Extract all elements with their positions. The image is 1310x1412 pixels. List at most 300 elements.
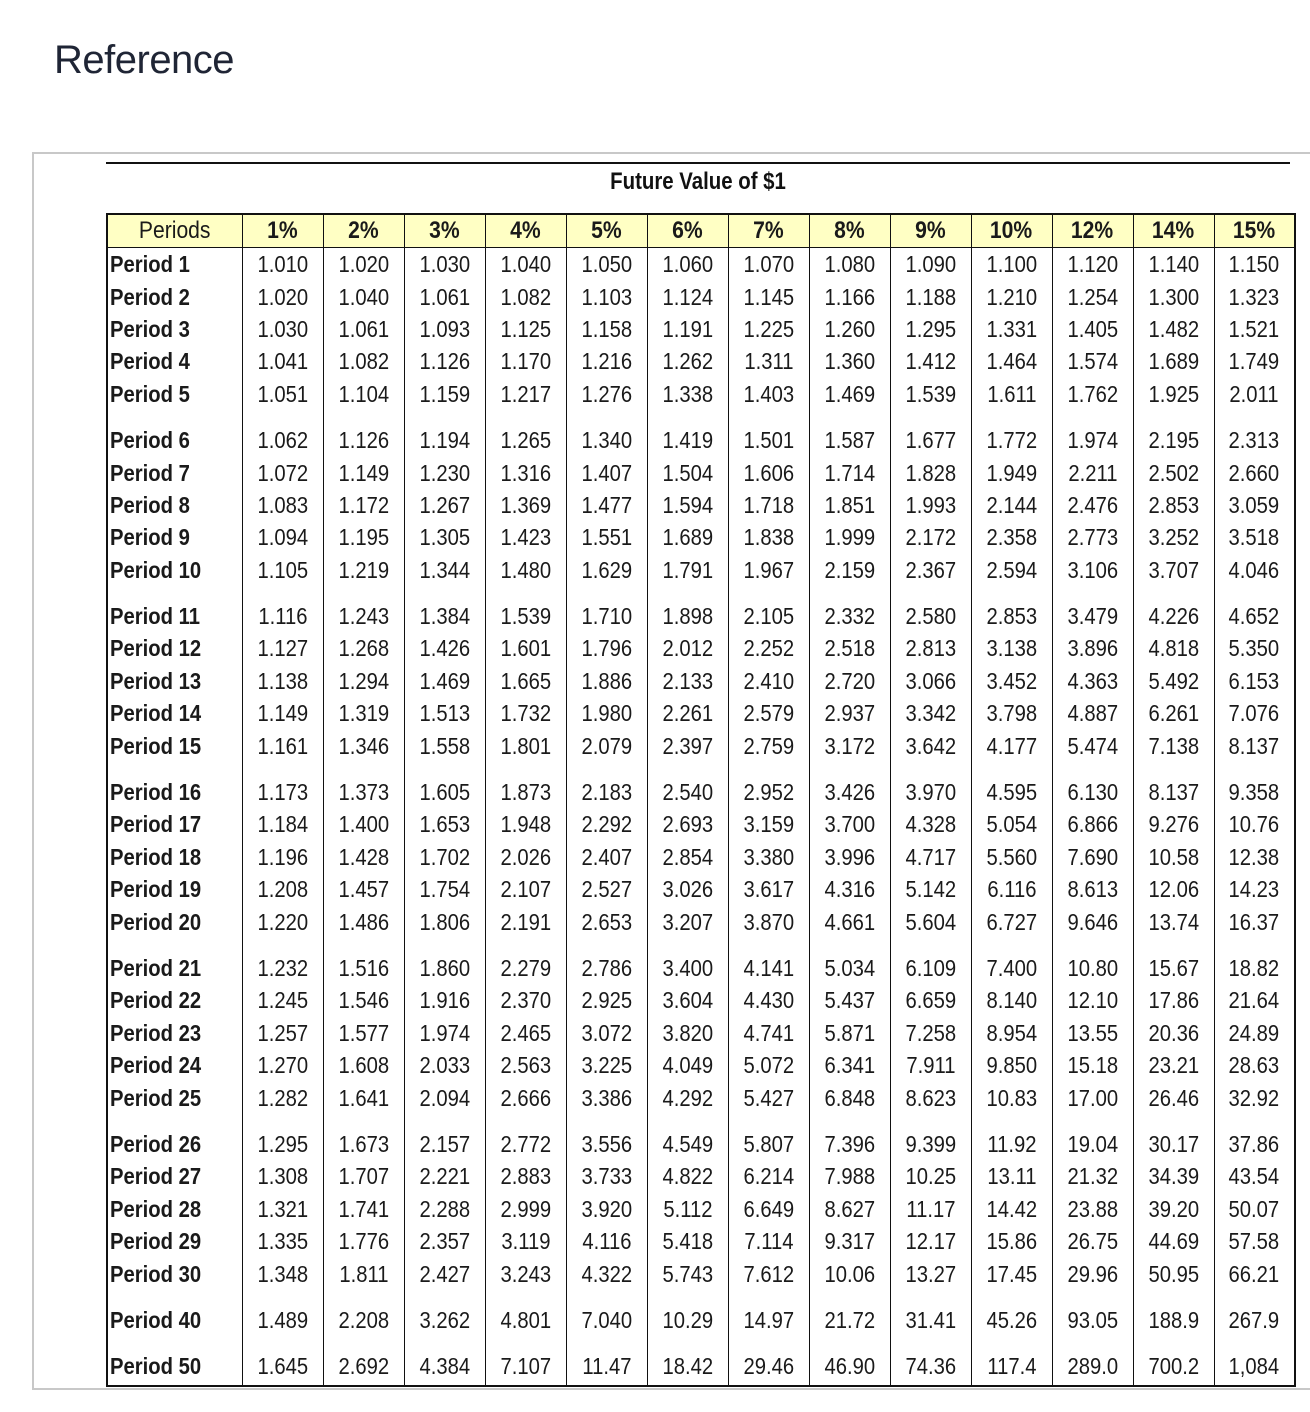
factor-cell: 4.887 [1052, 697, 1133, 729]
factor-cell: 1.335 [242, 1225, 323, 1257]
factor-cell: 1.974 [1052, 410, 1133, 456]
factor-cell: 2.692 [323, 1336, 404, 1385]
factor-cell: 2.853 [1133, 489, 1214, 521]
factor-cell: 5.492 [1133, 665, 1214, 697]
table-row [107, 665, 1295, 697]
factor-cell: 2.853 [971, 586, 1052, 632]
factor-cell: 2.518 [809, 632, 890, 664]
factor-cell: 4.384 [404, 1336, 485, 1385]
factor-cell: 4.549 [647, 1114, 728, 1160]
factor-cell: 3.604 [647, 984, 728, 1016]
factor-cell: 1.225 [728, 313, 809, 345]
factor-cell: 6.727 [971, 905, 1052, 937]
factor-cell: 1.732 [485, 697, 566, 729]
factor-cell: 1.230 [404, 456, 485, 488]
factor-cell: 1.811 [323, 1257, 404, 1289]
factor-cell: 12.06 [1133, 873, 1214, 905]
factor-cell: 5.034 [809, 938, 890, 984]
factor-cell: 4.652 [1214, 586, 1295, 632]
factor-cell: 1.718 [728, 489, 809, 521]
factor-cell: 1.282 [242, 1081, 323, 1113]
factor-cell: 3.026 [647, 873, 728, 905]
table-row [107, 345, 1295, 377]
factor-cell: 32.92 [1214, 1081, 1295, 1113]
factor-cell: 1.061 [323, 313, 404, 345]
factor-cell: 6.649 [728, 1193, 809, 1225]
factor-cell: 1.606 [728, 456, 809, 488]
factor-cell: 1.125 [485, 313, 566, 345]
factor-cell: 29.46 [728, 1336, 809, 1385]
table-row [107, 762, 1295, 808]
factor-cell: 50.95 [1133, 1257, 1214, 1289]
table-row [107, 1336, 1295, 1385]
factor-cell: 1.172 [323, 489, 404, 521]
period-label: Period 8 [107, 489, 242, 521]
factor-cell: 267.9 [1214, 1290, 1295, 1336]
factor-cell: 16.37 [1214, 905, 1295, 937]
factor-cell: 3.119 [485, 1225, 566, 1257]
factor-cell: 1.161 [242, 729, 323, 761]
factor-cell: 23.88 [1052, 1193, 1133, 1225]
header-rate: 1% [242, 214, 323, 248]
factor-cell: 24.89 [1214, 1017, 1295, 1049]
factor-cell: 2.033 [404, 1049, 485, 1081]
factor-cell: 2.883 [485, 1160, 566, 1192]
factor-cell: 1.050 [566, 248, 647, 281]
factor-cell: 6.261 [1133, 697, 1214, 729]
factor-cell: 2.999 [485, 1193, 566, 1225]
factor-cell: 1.030 [404, 248, 485, 281]
factor-cell: 2.720 [809, 665, 890, 697]
factor-cell: 8.140 [971, 984, 1052, 1016]
factor-cell: 4.116 [566, 1225, 647, 1257]
factor-cell: 1.653 [404, 808, 485, 840]
factor-cell: 700.2 [1133, 1336, 1214, 1385]
factor-cell: 3.970 [890, 762, 971, 808]
factor-cell: 2.666 [485, 1081, 566, 1113]
factor-cell: 1.041 [242, 345, 323, 377]
factor-cell: 1.796 [566, 632, 647, 664]
factor-cell: 6.109 [890, 938, 971, 984]
factor-cell: 4.226 [1133, 586, 1214, 632]
factor-cell: 1.040 [323, 280, 404, 312]
factor-cell: 1.558 [404, 729, 485, 761]
factor-cell: 1.967 [728, 554, 809, 586]
factor-cell: 1.423 [485, 521, 566, 553]
factor-cell: 2.079 [566, 729, 647, 761]
factor-cell: 1.276 [566, 378, 647, 410]
period-label: Period 3 [107, 313, 242, 345]
factor-cell: 30.17 [1133, 1114, 1214, 1160]
factor-cell: 3.556 [566, 1114, 647, 1160]
factor-cell: 1.689 [1133, 345, 1214, 377]
header-rate: 14% [1133, 214, 1214, 248]
table-row [107, 1081, 1295, 1113]
period-label: Period 14 [107, 697, 242, 729]
factor-cell: 1.344 [404, 554, 485, 586]
factor-cell: 1.149 [323, 456, 404, 488]
factor-cell: 7.114 [728, 1225, 809, 1257]
factor-cell: 14.42 [971, 1193, 1052, 1225]
factor-cell: 1.360 [809, 345, 890, 377]
factor-cell: 1.546 [323, 984, 404, 1016]
factor-cell: 1.061 [404, 280, 485, 312]
factor-cell: 9.317 [809, 1225, 890, 1257]
factor-cell: 1.469 [404, 665, 485, 697]
factor-cell: 1.898 [647, 586, 728, 632]
factor-cell: 2.660 [1214, 456, 1295, 488]
factor-cell: 1.791 [647, 554, 728, 586]
factor-cell: 2.653 [566, 905, 647, 937]
factor-cell: 4.046 [1214, 554, 1295, 586]
factor-cell: 3.700 [809, 808, 890, 840]
factor-cell: 1.195 [323, 521, 404, 553]
factor-cell: 1.060 [647, 248, 728, 281]
factor-cell: 1.772 [971, 410, 1052, 456]
factor-cell: 23.21 [1133, 1049, 1214, 1081]
factor-cell: 1.124 [647, 280, 728, 312]
factor-cell: 1.403 [728, 378, 809, 410]
factor-cell: 3.342 [890, 697, 971, 729]
factor-cell: 2.427 [404, 1257, 485, 1289]
factor-cell: 26.75 [1052, 1225, 1133, 1257]
factor-cell: 3.243 [485, 1257, 566, 1289]
header-rate: 5% [566, 214, 647, 248]
table-row [107, 984, 1295, 1016]
factor-cell: 2.563 [485, 1049, 566, 1081]
period-label: Period 20 [107, 905, 242, 937]
factor-cell: 12.38 [1214, 841, 1295, 873]
factor-cell: 13.11 [971, 1160, 1052, 1192]
factor-cell: 1.257 [242, 1017, 323, 1049]
header-periods: Periods [107, 214, 242, 248]
factor-cell: 3.518 [1214, 521, 1295, 553]
period-label: Period 29 [107, 1225, 242, 1257]
factor-cell: 4.801 [485, 1290, 566, 1336]
period-label: Period 27 [107, 1160, 242, 1192]
factor-cell: 7.911 [890, 1049, 971, 1081]
table-row [107, 410, 1295, 456]
factor-cell: 3.252 [1133, 521, 1214, 553]
factor-cell: 1.082 [485, 280, 566, 312]
factor-cell: 10.25 [890, 1160, 971, 1192]
factor-cell: 1.400 [323, 808, 404, 840]
period-label: Period 30 [107, 1257, 242, 1289]
header-rate: 12% [1052, 214, 1133, 248]
factor-cell: 2.157 [404, 1114, 485, 1160]
factor-cell: 4.717 [890, 841, 971, 873]
factor-cell: 1.265 [485, 410, 566, 456]
factor-cell: 10.83 [971, 1081, 1052, 1113]
factor-cell: 6.153 [1214, 665, 1295, 697]
factor-cell: 7.258 [890, 1017, 971, 1049]
factor-cell: 1.629 [566, 554, 647, 586]
factor-cell: 2.107 [485, 873, 566, 905]
factor-cell: 1.316 [485, 456, 566, 488]
factor-cell: 1.126 [323, 410, 404, 456]
factor-cell: 1.030 [242, 313, 323, 345]
factor-cell: 14.97 [728, 1290, 809, 1336]
factor-cell: 6.866 [1052, 808, 1133, 840]
factor-cell: 1.999 [809, 521, 890, 553]
period-label: Period 7 [107, 456, 242, 488]
factor-cell: 1.191 [647, 313, 728, 345]
factor-cell: 4.328 [890, 808, 971, 840]
factor-cell: 37.86 [1214, 1114, 1295, 1160]
factor-cell: 1.062 [242, 410, 323, 456]
factor-cell: 1.605 [404, 762, 485, 808]
factor-cell: 1.665 [485, 665, 566, 697]
factor-cell: 3.262 [404, 1290, 485, 1336]
period-label: Period 17 [107, 808, 242, 840]
factor-cell: 1.373 [323, 762, 404, 808]
factor-cell: 3.066 [890, 665, 971, 697]
factor-cell: 2.159 [809, 554, 890, 586]
factor-cell: 1.270 [242, 1049, 323, 1081]
factor-cell: 3.617 [728, 873, 809, 905]
factor-cell: 289.0 [1052, 1336, 1133, 1385]
period-label: Period 25 [107, 1081, 242, 1113]
factor-cell: 1.321 [242, 1193, 323, 1225]
factor-cell: 6.341 [809, 1049, 890, 1081]
factor-cell: 3.798 [971, 697, 1052, 729]
factor-cell: 1.104 [323, 378, 404, 410]
factor-cell: 1.673 [323, 1114, 404, 1160]
factor-cell: 1.051 [242, 378, 323, 410]
factor-cell: 1.407 [566, 456, 647, 488]
period-label: Period 21 [107, 938, 242, 984]
factor-cell: 1.806 [404, 905, 485, 937]
factor-cell: 6.130 [1052, 762, 1133, 808]
factor-cell: 2.221 [404, 1160, 485, 1192]
factor-cell: 2.937 [809, 697, 890, 729]
table-row [107, 729, 1295, 761]
factor-cell: 1.480 [485, 554, 566, 586]
factor-cell: 46.90 [809, 1336, 890, 1385]
factor-cell: 1.886 [566, 665, 647, 697]
table-row [107, 280, 1295, 312]
factor-cell: 3.426 [809, 762, 890, 808]
factor-cell: 26.46 [1133, 1081, 1214, 1113]
factor-cell: 5.072 [728, 1049, 809, 1081]
factor-cell: 1.196 [242, 841, 323, 873]
factor-cell: 1.220 [242, 905, 323, 937]
table-row [107, 1193, 1295, 1225]
factor-cell: 1.574 [1052, 345, 1133, 377]
header-rate: 2% [323, 214, 404, 248]
table-row [107, 1017, 1295, 1049]
factor-cell: 1.504 [647, 456, 728, 488]
factor-cell: 1.262 [647, 345, 728, 377]
table-row [107, 905, 1295, 937]
factor-cell: 4.822 [647, 1160, 728, 1192]
factor-cell: 2.693 [647, 808, 728, 840]
factor-cell: 3.172 [809, 729, 890, 761]
factor-cell: 2.144 [971, 489, 1052, 521]
factor-cell: 5.743 [647, 1257, 728, 1289]
factor-cell: 11.47 [566, 1336, 647, 1385]
factor-cell: 2.288 [404, 1193, 485, 1225]
factor-cell: 2.410 [728, 665, 809, 697]
period-label: Period 10 [107, 554, 242, 586]
factor-cell: 5.142 [890, 873, 971, 905]
factor-cell: 1.551 [566, 521, 647, 553]
factor-cell: 2.012 [647, 632, 728, 664]
factor-cell: 1.428 [323, 841, 404, 873]
factor-cell: 1.150 [1214, 248, 1295, 281]
factor-cell: 3.642 [890, 729, 971, 761]
period-label: Period 5 [107, 378, 242, 410]
factor-cell: 2.183 [566, 762, 647, 808]
factor-cell: 4.661 [809, 905, 890, 937]
factor-cell: 2.502 [1133, 456, 1214, 488]
factor-cell: 1.331 [971, 313, 1052, 345]
factor-cell: 1.127 [242, 632, 323, 664]
factor-cell: 2.261 [647, 697, 728, 729]
table-row [107, 1049, 1295, 1081]
factor-cell: 2.279 [485, 938, 566, 984]
factor-cell: 18.82 [1214, 938, 1295, 984]
factor-cell: 2.370 [485, 984, 566, 1016]
factor-cell: 5.807 [728, 1114, 809, 1160]
factor-cell: 10.58 [1133, 841, 1214, 873]
factor-cell: 1.232 [242, 938, 323, 984]
factor-cell: 1.090 [890, 248, 971, 281]
factor-cell: 3.870 [728, 905, 809, 937]
factor-cell: 44.69 [1133, 1225, 1214, 1257]
factor-cell: 3.707 [1133, 554, 1214, 586]
period-label: Period 15 [107, 729, 242, 761]
table-row [107, 808, 1295, 840]
factor-cell: 1.539 [890, 378, 971, 410]
factor-cell: 14.23 [1214, 873, 1295, 905]
factor-cell: 2.540 [647, 762, 728, 808]
factor-cell: 2.925 [566, 984, 647, 1016]
factor-cell: 1.082 [323, 345, 404, 377]
factor-cell: 15.67 [1133, 938, 1214, 984]
factor-cell: 1.294 [323, 665, 404, 697]
factor-cell: 3.072 [566, 1017, 647, 1049]
factor-cell: 9.276 [1133, 808, 1214, 840]
factor-cell: 7.040 [566, 1290, 647, 1336]
factor-cell: 4.141 [728, 938, 809, 984]
factor-cell: 5.604 [890, 905, 971, 937]
header-rate: 3% [404, 214, 485, 248]
factor-cell: 4.430 [728, 984, 809, 1016]
factor-cell: 1.486 [323, 905, 404, 937]
factor-cell: 1.477 [566, 489, 647, 521]
factor-cell: 1.145 [728, 280, 809, 312]
factor-cell: 2.476 [1052, 489, 1133, 521]
factor-cell: 8.623 [890, 1081, 971, 1113]
factor-cell: 5.427 [728, 1081, 809, 1113]
factor-cell: 1.348 [242, 1257, 323, 1289]
factor-cell: 4.177 [971, 729, 1052, 761]
factor-cell: 7.396 [809, 1114, 890, 1160]
factor-cell: 29.96 [1052, 1257, 1133, 1289]
table-row [107, 489, 1295, 521]
factor-cell: 21.72 [809, 1290, 890, 1336]
factor-cell: 1.040 [485, 248, 566, 281]
table-body [107, 248, 1295, 1386]
factor-cell: 2.191 [485, 905, 566, 937]
factor-cell: 1.714 [809, 456, 890, 488]
table-row [107, 313, 1295, 345]
table-row [107, 456, 1295, 488]
factor-cell: 2.172 [890, 521, 971, 553]
factor-cell: 1.072 [242, 456, 323, 488]
factor-cell: 6.116 [971, 873, 1052, 905]
factor-cell: 13.27 [890, 1257, 971, 1289]
factor-cell: 57.58 [1214, 1225, 1295, 1257]
factor-cell: 1.170 [485, 345, 566, 377]
factor-cell: 1.243 [323, 586, 404, 632]
factor-cell: 6.659 [890, 984, 971, 1016]
factor-cell: 1.254 [1052, 280, 1133, 312]
factor-cell: 1.489 [242, 1290, 323, 1336]
factor-cell: 1.577 [323, 1017, 404, 1049]
factor-cell: 1.464 [971, 345, 1052, 377]
factor-cell: 5.350 [1214, 632, 1295, 664]
factor-cell: 13.74 [1133, 905, 1214, 937]
factor-cell: 1.851 [809, 489, 890, 521]
factor-cell: 1.319 [323, 697, 404, 729]
factor-cell: 1.166 [809, 280, 890, 312]
factor-cell: 1.369 [485, 489, 566, 521]
factor-cell: 3.207 [647, 905, 728, 937]
factor-cell: 12.17 [890, 1225, 971, 1257]
factor-cell: 4.741 [728, 1017, 809, 1049]
header-rate: 15% [1214, 214, 1295, 248]
table-row [107, 632, 1295, 664]
factor-cell: 2.759 [728, 729, 809, 761]
factor-cell: 1.010 [242, 248, 323, 281]
factor-cell: 1.100 [971, 248, 1052, 281]
period-label: Period 4 [107, 345, 242, 377]
factor-cell: 1.916 [404, 984, 485, 1016]
period-label: Period 22 [107, 984, 242, 1016]
factor-cell: 1.702 [404, 841, 485, 873]
factor-cell: 28.63 [1214, 1049, 1295, 1081]
factor-cell: 1.516 [323, 938, 404, 984]
factor-cell: 1.948 [485, 808, 566, 840]
factor-cell: 7.138 [1133, 729, 1214, 761]
factor-cell: 1.138 [242, 665, 323, 697]
factor-cell: 5.418 [647, 1225, 728, 1257]
factor-cell: 17.45 [971, 1257, 1052, 1289]
header-rate: 10% [971, 214, 1052, 248]
factor-cell: 3.820 [647, 1017, 728, 1049]
period-label: Period 2 [107, 280, 242, 312]
period-label: Period 12 [107, 632, 242, 664]
factor-cell: 1.594 [647, 489, 728, 521]
factor-cell: 1.457 [323, 873, 404, 905]
factor-cell: 1.158 [566, 313, 647, 345]
factor-cell: 93.05 [1052, 1290, 1133, 1336]
period-label: Period 9 [107, 521, 242, 553]
table-row [107, 1160, 1295, 1192]
factor-cell: 6.848 [809, 1081, 890, 1113]
factor-cell: 1.120 [1052, 248, 1133, 281]
header-rate: 7% [728, 214, 809, 248]
factor-cell: 50.07 [1214, 1193, 1295, 1225]
factor-cell: 1.974 [404, 1017, 485, 1049]
page-heading: Reference [54, 38, 235, 82]
factor-cell: 3.733 [566, 1160, 647, 1192]
factor-cell: 7.690 [1052, 841, 1133, 873]
period-label: Period 1 [107, 248, 242, 281]
factor-cell: 1.828 [890, 456, 971, 488]
